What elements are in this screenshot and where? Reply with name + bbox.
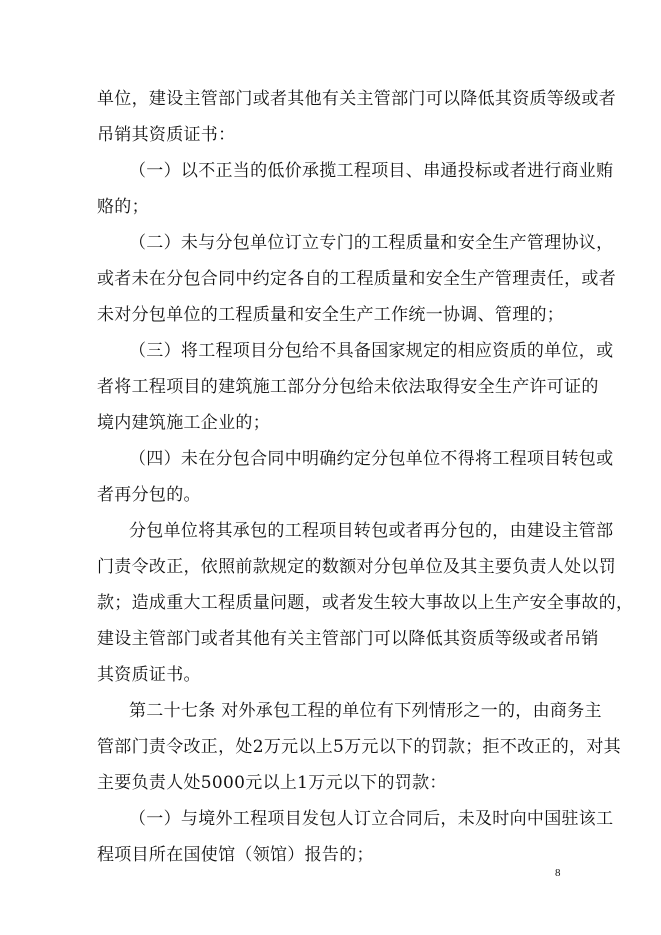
text-line: （二）未与分包单位订立专门的工程质量和安全生产管理协议， bbox=[129, 233, 614, 253]
text-line: 其资质证书。 bbox=[97, 665, 201, 685]
text-line: 第二十七条 对外承包工程的单位有下列情形之一的，由商务主 bbox=[129, 701, 602, 721]
text-line: 或者未在分包合同中约定各自的工程质量和安全生产管理责任，或者 bbox=[97, 269, 616, 289]
text-line: （三）将工程项目分包给不具备国家规定的相应资质的单位，或 bbox=[129, 341, 614, 361]
text-line: 者将工程项目的建筑施工部分分包给未依法取得安全生产许可证的 bbox=[97, 377, 599, 397]
text-line: （四）未在分包合同中明确约定分包单位不得将工程项目转包或 bbox=[129, 449, 614, 469]
text-line: 分包单位将其承包的工程项目转包或者再分包的，由建设主管部 bbox=[129, 521, 614, 541]
text-line: 建设主管部门或者其他有关主管部门可以降低其资质等级或者吊销 bbox=[97, 629, 599, 649]
text-line: 款；造成重大工程质量问题，或者发生较大事故以上生产安全事故的， bbox=[97, 593, 634, 613]
text-line: 单位，建设主管部门或者其他有关主管部门可以降低其资质等级或者 bbox=[97, 89, 616, 109]
page-number: 8 bbox=[555, 867, 561, 879]
text-line: （一）与境外工程项目发包人订立合同后，未及时向中国驻该工 bbox=[129, 809, 614, 829]
text-line: 赂的； bbox=[97, 197, 149, 217]
text-line: 境内建筑施工企业的； bbox=[97, 413, 270, 433]
text-line: 者再分包的。 bbox=[97, 485, 201, 505]
text-line: 吊销其资质证书： bbox=[97, 125, 236, 145]
text-line: 门责令改正，依照前款规定的数额对分包单位及其主要负责人处以罚 bbox=[97, 557, 616, 577]
text-line: 管部门责令改正，处2万元以上5万元以下的罚款；拒不改正的，对其 bbox=[97, 737, 621, 757]
text-line: （一）以不正当的低价承揽工程项目、串通投标或者进行商业贿 bbox=[129, 161, 614, 181]
text-line: 未对分包单位的工程质量和安全生产工作统一协调、管理的； bbox=[97, 305, 565, 325]
text-line: 程项目所在国使馆（领馆）报告的； bbox=[97, 845, 374, 865]
text-line: 主要负责人处5000元以上1万元以下的罚款： bbox=[97, 773, 447, 793]
